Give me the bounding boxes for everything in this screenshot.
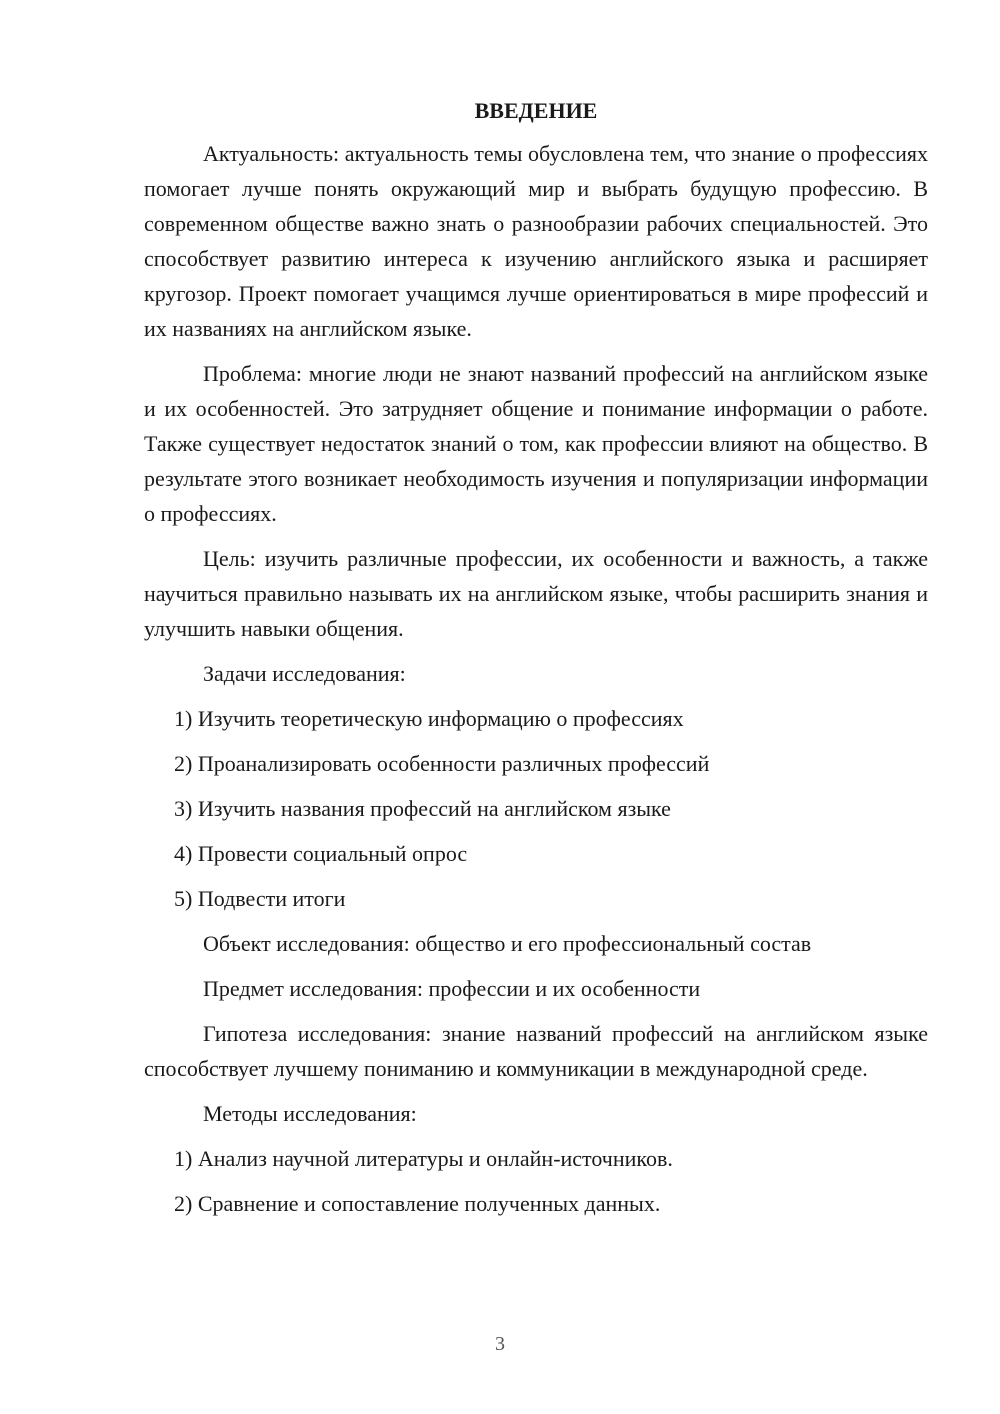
problem-paragraph: Проблема: многие люди не знают названий профессий на английском языке и их особенностей. Это затрудняет общение и понимание информации о работе. Также существует недостаток знаний о том, как профессии влияют на общество. В результате этого возникает необходимость изучения и популяризации информации о профессиях.	[144, 361, 928, 526]
methods-heading: Методы исследования:	[203, 1101, 417, 1126]
document-page	[144, 96, 928, 1231]
page-title: ВВЕДЕНИЕ	[474, 98, 598, 123]
list-item: 5) Подвести итоги	[174, 886, 346, 911]
page-number: 3	[495, 1333, 505, 1355]
hypothesis-paragraph: Гипотеза исследования: знание названий профессий на английском языке способствует лучшему пониманию и коммуникации в международной среде.	[144, 1021, 928, 1081]
relevance-paragraph: Актуальность: актуальность темы обусловлена тем, что знание о профессиях помогает лучше понять окружающий мир и выбрать будущую профессию. В современном обществе важно знать о разнообразии рабочих специальностей. Это способствует развитию интереса к изучению английского языка и расширяет кругозор. Проект помогает учащимся лучше ориентироваться в мире профессий и их названиях на английском языке.	[144, 141, 928, 341]
list-item: 2) Проанализировать особенности различных профессий	[174, 751, 710, 776]
list-item: 2) Сравнение и сопоставление полученных данных.	[174, 1191, 661, 1216]
list-item: 3) Изучить названия профессий на английском языке	[174, 796, 671, 821]
research-object: Объект исследования: общество и его профессиональный состав	[203, 931, 812, 956]
research-subject: Предмет исследования: профессии и их особенности	[203, 976, 701, 1001]
list-item: 4) Провести социальный опрос	[174, 841, 468, 866]
methods-list	[144, 1141, 928, 1221]
goal-paragraph: Цель: изучить различные профессии, их особенности и важность, а также научиться правильно называть их на английском языке, чтобы расширить знания и улучшить навыки общения.	[144, 546, 928, 641]
tasks-heading: Задачи исследования:	[203, 661, 406, 686]
list-item: 1) Анализ научной литературы и онлайн-источников.	[174, 1146, 673, 1171]
tasks-list	[144, 701, 928, 916]
list-item: 1) Изучить теоретическую информацию о профессиях	[174, 706, 684, 731]
